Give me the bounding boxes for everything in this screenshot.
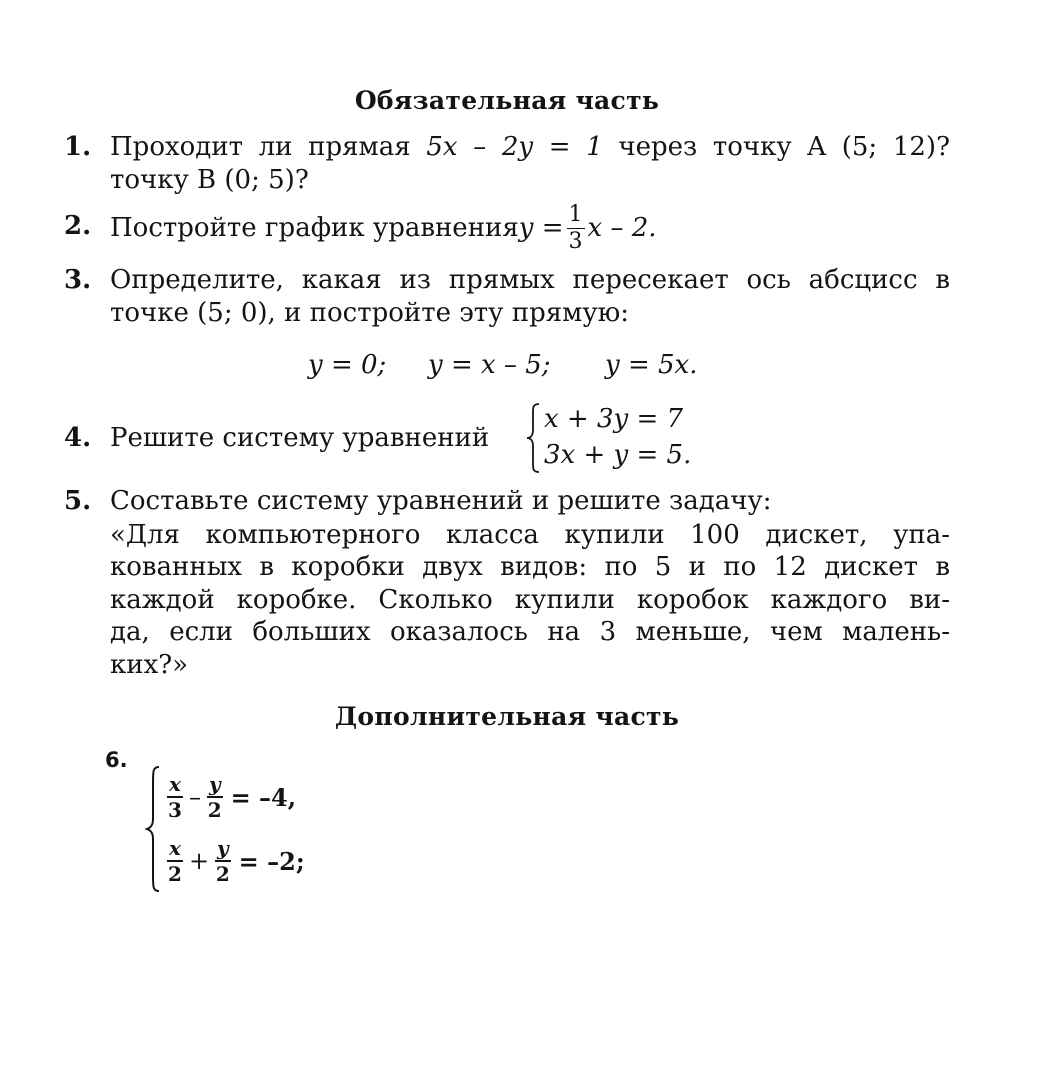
problem-6-eq2-a-denominator: 2 xyxy=(168,862,182,886)
mandatory-part-heading: Обязательная часть xyxy=(354,86,660,115)
problem-1-equation: 5x – 2y = 1 xyxy=(426,132,603,162)
problem-2-lhs: y = xyxy=(518,213,564,243)
problem-1-text-b: через точку xyxy=(602,132,808,162)
problem-6-eq1-rhs: = –4, xyxy=(230,782,297,812)
problem-1-text-a: Проходит ли прямая xyxy=(110,132,427,162)
problem-1-line-2 xyxy=(110,165,309,195)
problem-5-line-4: каждой коробке. Сколько купили коробок каждого ви- xyxy=(110,585,950,615)
problem-5-line-3: кованных в коробки двух видов: по 5 и по 12 дискет в xyxy=(110,552,950,582)
problem-6-eq2-a-numerator: x xyxy=(169,836,181,860)
problem-6-equation-2 xyxy=(163,833,305,889)
problem-5-line-6: ких?» xyxy=(110,650,189,680)
problem-6-eq1-a-numerator: x xyxy=(169,772,181,796)
problem-5-line-2: «Для компьютерного класса купили 100 дискет, упа- xyxy=(110,520,950,550)
problem-4-equation-1: x + 3y = 7 xyxy=(544,404,684,434)
problem-1-line-1 xyxy=(110,132,950,162)
problem-2-number: 2. xyxy=(64,211,92,241)
problem-3-number: 3. xyxy=(64,265,92,295)
problem-1-point-a: A (5; 12)? xyxy=(807,132,951,162)
problem-4-equation-2: 3x + y = 5. xyxy=(544,440,692,470)
problem-2-text: Постройте график уравнения xyxy=(110,213,519,243)
problem-6-system xyxy=(145,765,365,893)
problem-3-equation-2: y = x – 5; xyxy=(428,350,551,380)
problem-6-eq1-fraction-b xyxy=(207,774,223,820)
problem-6-eq2-operator: + xyxy=(188,847,210,875)
problem-3-line-2: точке (5; 0), и постройте эту прямую: xyxy=(110,298,630,328)
problem-3-line-1: Определите, какая из прямых пересекает ось абсцисс в xyxy=(110,265,950,295)
problem-6-eq1-b-denominator: 2 xyxy=(207,798,222,822)
problem-6-brace-icon xyxy=(145,765,163,893)
problem-2-fraction-numerator: 1 xyxy=(568,201,583,227)
problem-6-eq1-b-numerator: y xyxy=(208,772,221,796)
problem-4-text: Решите систему уравнений xyxy=(110,423,490,453)
problem-6-eq2-rhs: = –2; xyxy=(238,846,305,876)
problem-6-number: 6. xyxy=(105,748,128,772)
problem-3-equation-1: y = 0; xyxy=(308,350,387,380)
problem-2-fraction-denominator: 3 xyxy=(568,228,583,254)
problem-3-equation-3: y = 5x. xyxy=(605,350,698,380)
problem-2-rhs: x – 2. xyxy=(587,213,657,243)
problem-1-text-c: точку xyxy=(110,165,198,195)
problem-6-eq2-fraction-a xyxy=(167,838,183,884)
problem-6-equation-1 xyxy=(163,769,296,825)
problem-6-eq1-a-denominator: 3 xyxy=(168,798,182,822)
problem-6-eq2-b-numerator: y xyxy=(217,836,229,860)
problem-6-eq2-fraction-b xyxy=(215,838,231,884)
problem-4-brace-icon xyxy=(524,402,544,474)
problem-2-fraction xyxy=(567,201,585,254)
problem-1-point-b: B (0; 5)? xyxy=(197,165,309,195)
problem-2-line xyxy=(110,197,657,259)
problem-6-eq2-b-denominator: 2 xyxy=(215,862,230,886)
problem-5-line-1: Составьте систему уравнений и решите задачу: xyxy=(110,486,772,516)
additional-part-heading: Дополнительная часть xyxy=(334,702,680,731)
problem-4-system xyxy=(524,402,724,474)
problem-5-line-5: да, если больших оказалось на 3 меньше, чем малень- xyxy=(110,617,950,647)
problem-6-eq1-fraction-a xyxy=(167,774,183,820)
problem-5-number: 5. xyxy=(64,486,92,516)
problem-1-number: 1. xyxy=(64,132,92,162)
problem-4-number: 4. xyxy=(64,423,92,453)
problem-6-eq1-operator: – xyxy=(188,783,201,811)
